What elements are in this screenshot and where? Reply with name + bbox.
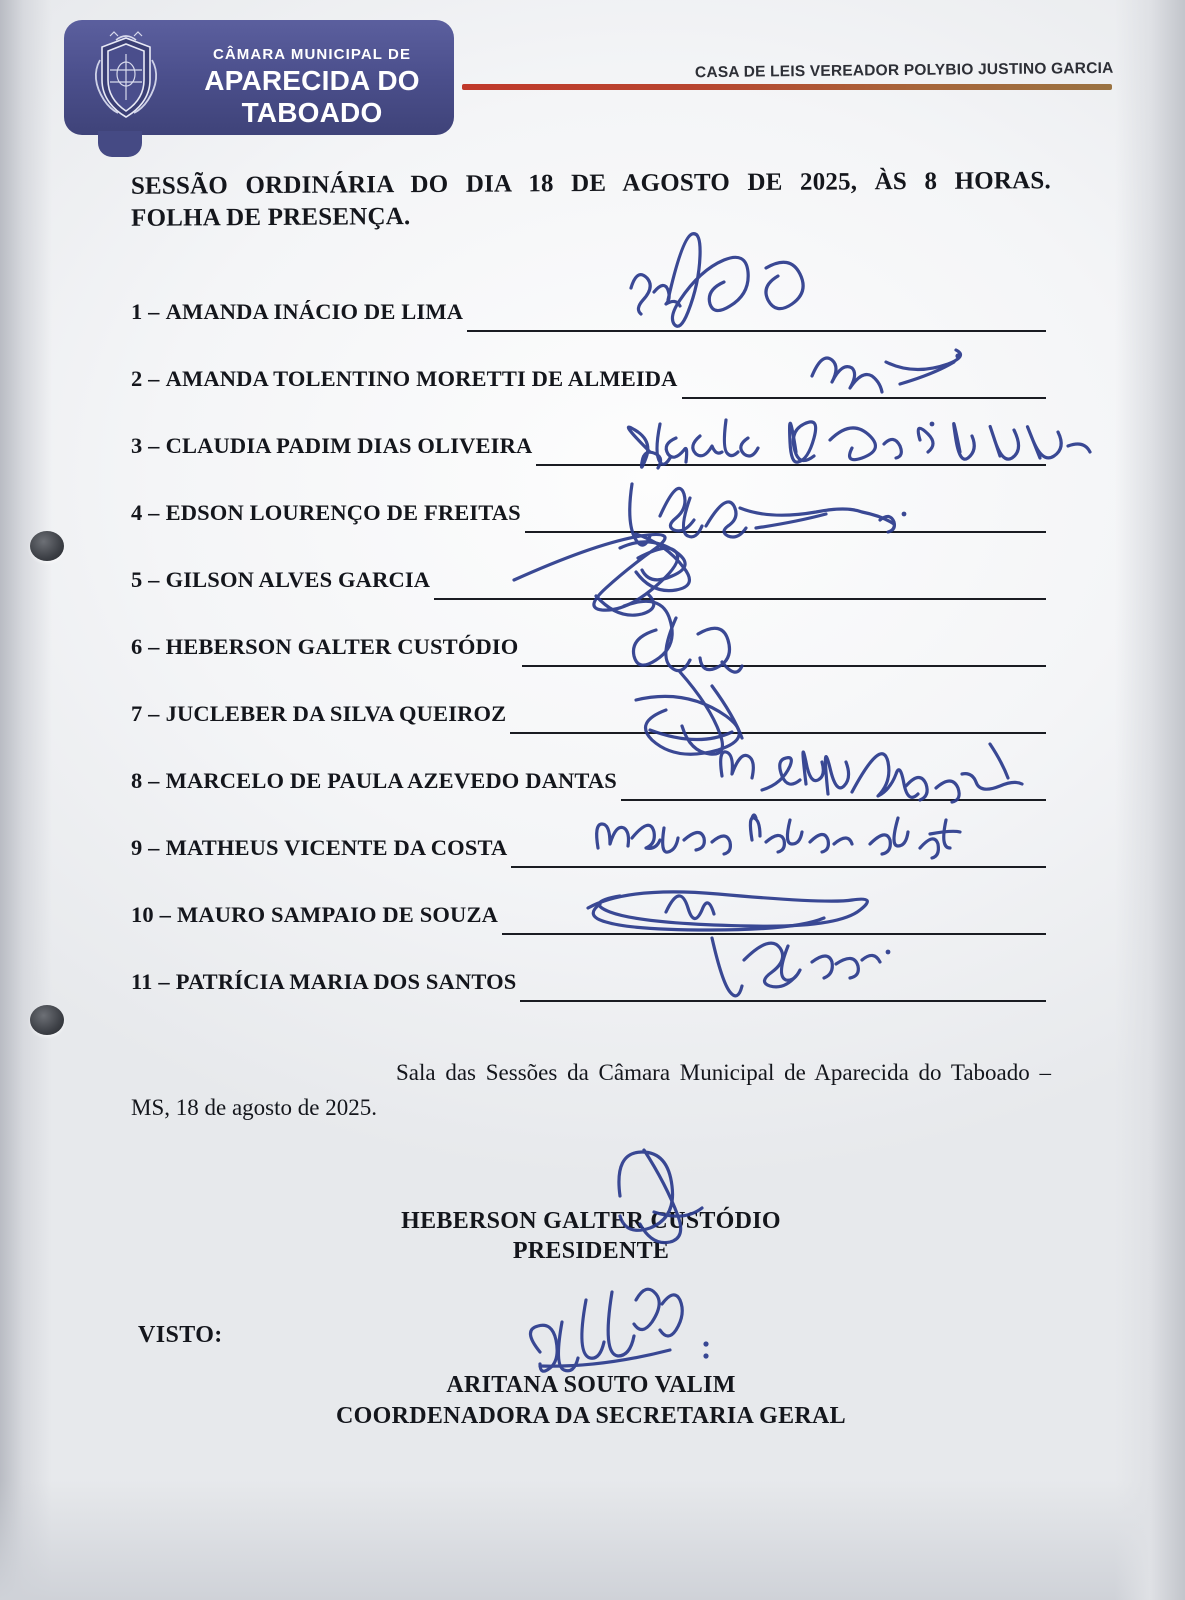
attendee-number: 10 –: [131, 902, 171, 927]
attendee-name: MARCELO DE PAULA AZEVEDO DANTAS: [165, 768, 617, 793]
attendee-name: MATHEUS VICENTE DA COSTA: [165, 835, 508, 860]
title-line-1: SESSÃO ORDINÁRIA DO DIA 18 DE AGOSTO DE 2025, ÀS 8 HORAS.: [130, 167, 1051, 200]
signature-line: [522, 665, 1046, 667]
casa-de-leis-text: CASA DE LEIS VEREADOR POLYBIO JUSTINO GARCIA: [694, 59, 1114, 82]
signature-line: [434, 598, 1046, 600]
punch-hole: [30, 531, 64, 561]
list-item: [131, 406, 1046, 473]
attendee-name: CLAUDIA PADIM DIAS OLIVEIRA: [165, 433, 533, 458]
president-signature-block: [131, 1206, 1051, 1266]
signature-line: [682, 397, 1046, 399]
attendee-number: 2 –: [131, 366, 160, 391]
signature-line: [520, 1000, 1046, 1002]
title-line-2: FOLHA DE PRESENÇA.: [131, 203, 411, 232]
signature-line: [621, 799, 1046, 801]
attendee-name: AMANDA INÁCIO DE LIMA: [165, 299, 464, 324]
list-item: [131, 272, 1046, 339]
list-item: [131, 808, 1046, 875]
signature-line: [502, 933, 1046, 935]
attendance-list: [131, 272, 1046, 1009]
attendee-number: 7 –: [131, 701, 160, 726]
attendee-name: MAURO SAMPAIO DE SOUZA: [176, 902, 498, 927]
signature-line: [511, 866, 1046, 868]
attendee-number: 3 –: [131, 433, 160, 458]
attendee-name: PATRÍCIA MARIA DOS SANTOS: [175, 969, 517, 994]
list-item: [131, 607, 1046, 674]
signature-line: [536, 464, 1046, 466]
attendee-name: JUCLEBER DA SILVA QUEIROZ: [165, 701, 507, 726]
signature-line: [467, 330, 1046, 332]
list-item: [131, 540, 1046, 607]
secretary-signature-block: [131, 1370, 1051, 1432]
attendee-number: 5 –: [131, 567, 160, 592]
attendee-number: 6 –: [131, 634, 160, 659]
signature-line: [510, 732, 1046, 734]
punch-hole: [30, 1005, 64, 1035]
list-item: [131, 942, 1046, 1009]
president-name: HEBERSON GALTER CUSTÓDIO: [401, 1208, 781, 1234]
attendee-number: 9 –: [131, 835, 160, 860]
attendee-number: 8 –: [131, 768, 160, 793]
visto-label: VISTO:: [138, 1322, 223, 1348]
list-item: [131, 339, 1046, 406]
signature-line: [525, 531, 1046, 533]
attendee-number: 1 –: [131, 299, 160, 324]
attendee-name: HEBERSON GALTER CUSTÓDIO: [165, 634, 519, 659]
closing-paragraph: Sala das Sessões da Câmara Municipal de Aparecida do Taboado – MS, 18 de agosto de 2025.: [131, 1060, 1051, 1120]
attendee-name: AMANDA TOLENTINO MORETTI DE ALMEIDA: [165, 366, 678, 391]
list-item: [131, 741, 1046, 808]
brand-line-2: APARECIDA DO TABOADO: [204, 65, 420, 128]
list-item: [131, 674, 1046, 741]
attendee-name: GILSON ALVES GARCIA: [165, 567, 431, 592]
list-item: [131, 473, 1046, 540]
attendee-number: 11 –: [131, 969, 170, 994]
brand-line-1: CÂMARA MUNICIPAL DE: [212, 46, 412, 63]
document-title: [131, 165, 1051, 235]
president-role: PRESIDENTE: [512, 1238, 670, 1264]
secretary-name: ARITANA SOUTO VALIM: [446, 1372, 736, 1398]
secretary-role: COORDENADORA DA SECRETARIA GERAL: [336, 1403, 846, 1430]
attendee-number: 4 –: [131, 500, 160, 525]
list-item: [131, 875, 1046, 942]
attendee-name: EDSON LOURENÇO DE FREITAS: [165, 500, 521, 525]
